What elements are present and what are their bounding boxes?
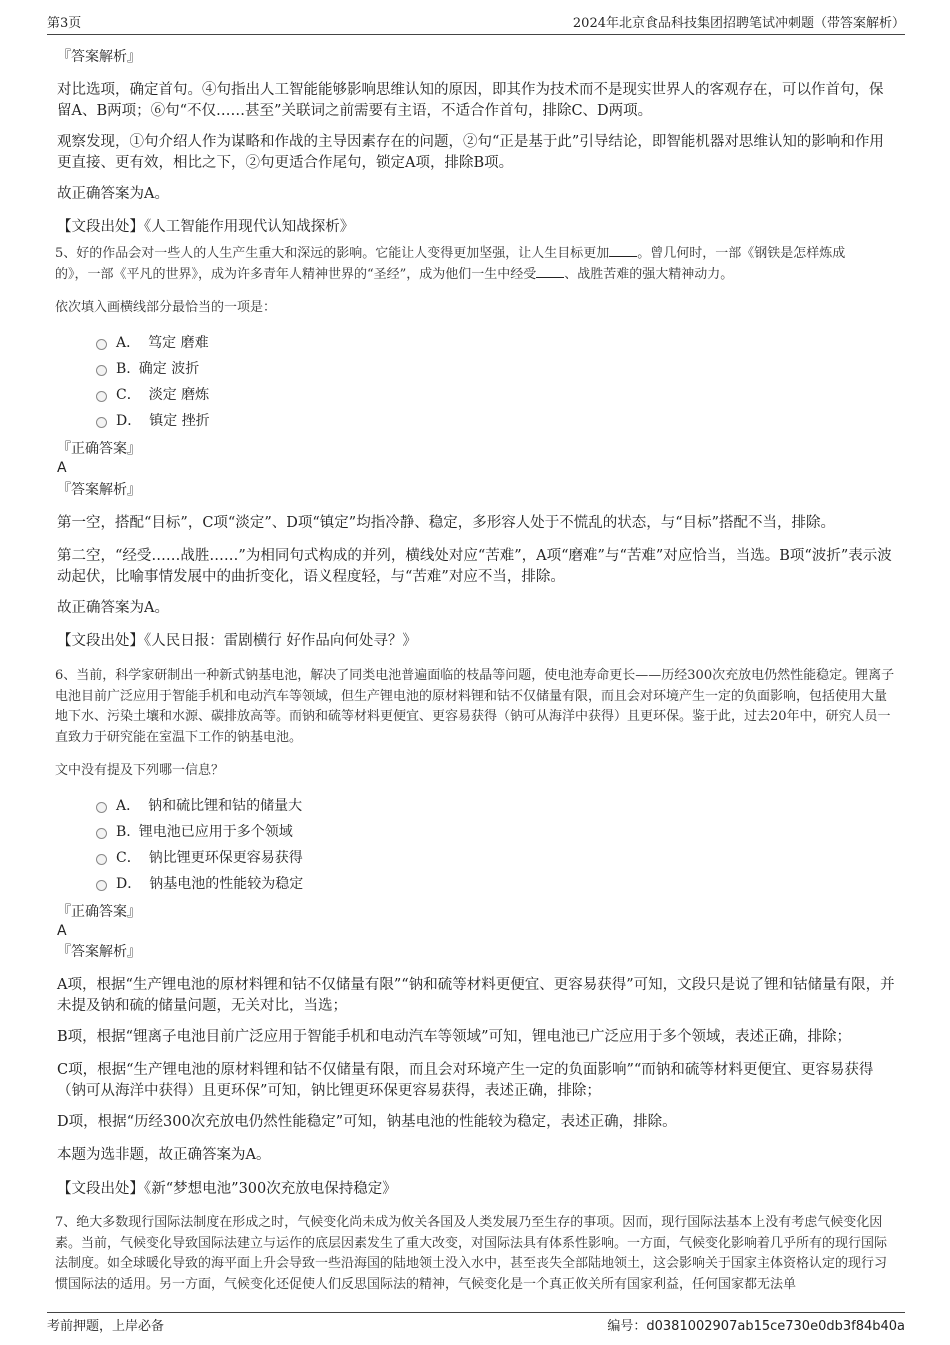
document-code: 编号：d0381002907ab15ce730e0db3f84b40a — [607, 1319, 905, 1334]
fill-blank — [536, 265, 564, 278]
radio-icon[interactable] — [96, 880, 107, 891]
radio-icon[interactable] — [96, 391, 107, 402]
footer-slogan: 考前押题，上岸必备 — [47, 1319, 165, 1334]
analysis-paragraph: D项，根据“历经300次充放电仍然性能稳定”可知，钠基电池的性能较为稳定，表述正确，排除。 — [57, 1114, 677, 1130]
conclusion: 故正确答案为A。 — [57, 600, 169, 616]
question-stem: 6、当前，科学家研制出一种新式钠基电池，解决了同类电池普遍面临的枝晶等问题，使电池寿命更长——历经300次充放电仍然性能稳定。锂离子电池目前广泛应用于智能手机和电动汽车等领域，但生产锂电池的原材料锂和钴不仅储量有限，而且会对环境产生一定的负面影响，包括使用大量地下水、污染土壤和水源、碳排放高等。而钠和硫等材料更便宜、更容易获得（钠可从海洋中获得）且更环保。鉴于此，过去20年中，研究人员一直致力于研究能在室温下工作的钠基电池。 — [55, 668, 895, 745]
option-b[interactable]: B. 锂电池已应用于多个领域 — [96, 822, 293, 842]
analysis-label: 『答案解析』 — [57, 944, 141, 960]
source-citation: 【文段出处】《新“梦想电池”300次充放电保持稳定》 — [57, 1181, 397, 1197]
conclusion: 本题为选非题，故正确答案为A。 — [57, 1147, 271, 1163]
option-a[interactable]: A． 笃定 磨难 — [96, 333, 209, 353]
question-prompt: 依次填入画横线部分最恰当的一项是： — [55, 300, 277, 315]
analysis-paragraph: B项，根据“锂离子电池目前广泛应用于智能手机和电动汽车等领域”可知，锂电池已广泛应用于多个领域，表述正确，排除； — [57, 1029, 851, 1045]
page-footer — [47, 1312, 905, 1334]
analysis-label: 『答案解析』 — [57, 49, 141, 65]
fill-blank — [609, 244, 637, 257]
option-d[interactable]: D． 镇定 挫折 — [96, 411, 210, 431]
correct-answer-label: 『正确答案』 — [57, 441, 141, 457]
analysis-paragraph: 第一空，搭配“目标”，C项“淡定”、D项“镇定”均指冷静、稳定，多形容人处于不慌乱的状态，与“目标”搭配不当，排除。 — [57, 515, 836, 531]
radio-icon[interactable] — [96, 339, 107, 350]
source-citation: 【文段出处】《人工智能作用现代认知战探析》 — [57, 219, 355, 235]
option-a[interactable]: A． 钠和硫比锂和钴的储量大 — [96, 796, 302, 816]
correct-answer-label: 『正确答案』 — [57, 904, 141, 920]
page-header — [47, 12, 905, 35]
analysis-paragraph: A项，根据“生产锂电池的原材料锂和钴不仅储量有限”“钠和硫等材料更便宜、更容易获得”可知，文段只是说了锂和钴储量有限，并未提及钠和硫的储量问题，无关对比，当选； — [57, 977, 895, 1014]
source-citation: 【文段出处】《人民日报：雷剧横行 好作品向何处寻？》 — [57, 633, 417, 649]
radio-icon[interactable] — [96, 828, 107, 839]
radio-icon[interactable] — [96, 365, 107, 376]
question-stem: 7、绝大多数现行国际法制度在形成之时，气候变化尚未成为攸关各国及人类发展乃至生存的事项。因而，现行国际法基本上没有考虑气候变化因素。当前，气候变化导致国际法建立与运作的底层因素发生了重大改变，对国际法具有体系性影响。一方面，气候变化影响着几乎所有的现行国际法制度。如全球暖化导致的海平面上升会导致一些沿海国的陆地领土没入水中，甚至丧失全部陆地领土，这会影响关于国家主体资格认定的现行习惯国际法的适用。另一方面，气候变化还促使人们反思国际法的精神，气候变化是一个真正攸关所有国家利益，任何国家都无法单 — [55, 1215, 888, 1292]
option-c[interactable]: C． 钠比锂更环保更容易获得 — [96, 848, 303, 868]
analysis-label: 『答案解析』 — [57, 482, 141, 498]
option-d[interactable]: D． 钠基电池的性能较为稳定 — [96, 874, 303, 894]
question-stem: 5、好的作品会对一些人的人生产生重大和深远的影响。它能让人变得更加坚强，让人生目标更加 。曾几何时，一部《钢铁是怎样炼成 的》，一部《平凡的世界》，成为许多青年人精神世界的“圣经”，成为他们一生中经受 、战胜苦难的强大精神动力。 — [55, 246, 846, 282]
radio-icon[interactable] — [96, 417, 107, 428]
option-c[interactable]: C． 淡定 磨炼 — [96, 385, 209, 405]
radio-icon[interactable] — [96, 854, 107, 865]
correct-answer: A — [57, 923, 67, 939]
analysis-paragraph: C项，根据“生产锂电池的原材料锂和钴不仅储量有限，而且会对环境产生一定的负面影响”“而钠和硫等材料更便宜、更容易获得（钠可从海洋中获得）且更环保”可知，钠比锂更环保更容易获得，表述正确，排除； — [57, 1062, 874, 1099]
option-b[interactable]: B. 确定 波折 — [96, 359, 199, 379]
radio-icon[interactable] — [96, 802, 107, 813]
conclusion: 故正确答案为A。 — [57, 186, 169, 202]
question-prompt: 文中没有提及下列哪一信息？ — [55, 763, 225, 778]
analysis-paragraph: 对比选项，确定首句。④句指出人工智能能够影响思维认知的原因，即其作为技术而不是现实世界人的客观存在，可以作首句，保留A、B两项；⑥句“不仅……甚至”关联词之前需要有主语，不适合作首句，排除C、D两项。 — [57, 82, 884, 119]
analysis-paragraph: 观察发现，①句介绍人作为谋略和作战的主导因素存在的问题，②句“正是基于此”引导结论，即智能机器对思维认知的影响和作用更直接、更有效，相比之下，②句更适合作尾句，锁定A项，排除B项。 — [57, 134, 884, 171]
correct-answer: A — [57, 460, 67, 476]
analysis-paragraph: 第二空，“经受……战胜……”为相同句式构成的并列，横线处对应“苦难”，A项“磨难”与“苦难”对应恰当，当选。B项“波折”表示波动起伏，比喻事情发展中的曲折变化，语义程度轻，与“苦难”对应不当，排除。 — [57, 548, 892, 585]
page-number: 第3页 — [47, 16, 82, 31]
document-title: 2024年北京食品科技集团招聘笔试冲刺题（带答案解析） — [572, 16, 905, 31]
